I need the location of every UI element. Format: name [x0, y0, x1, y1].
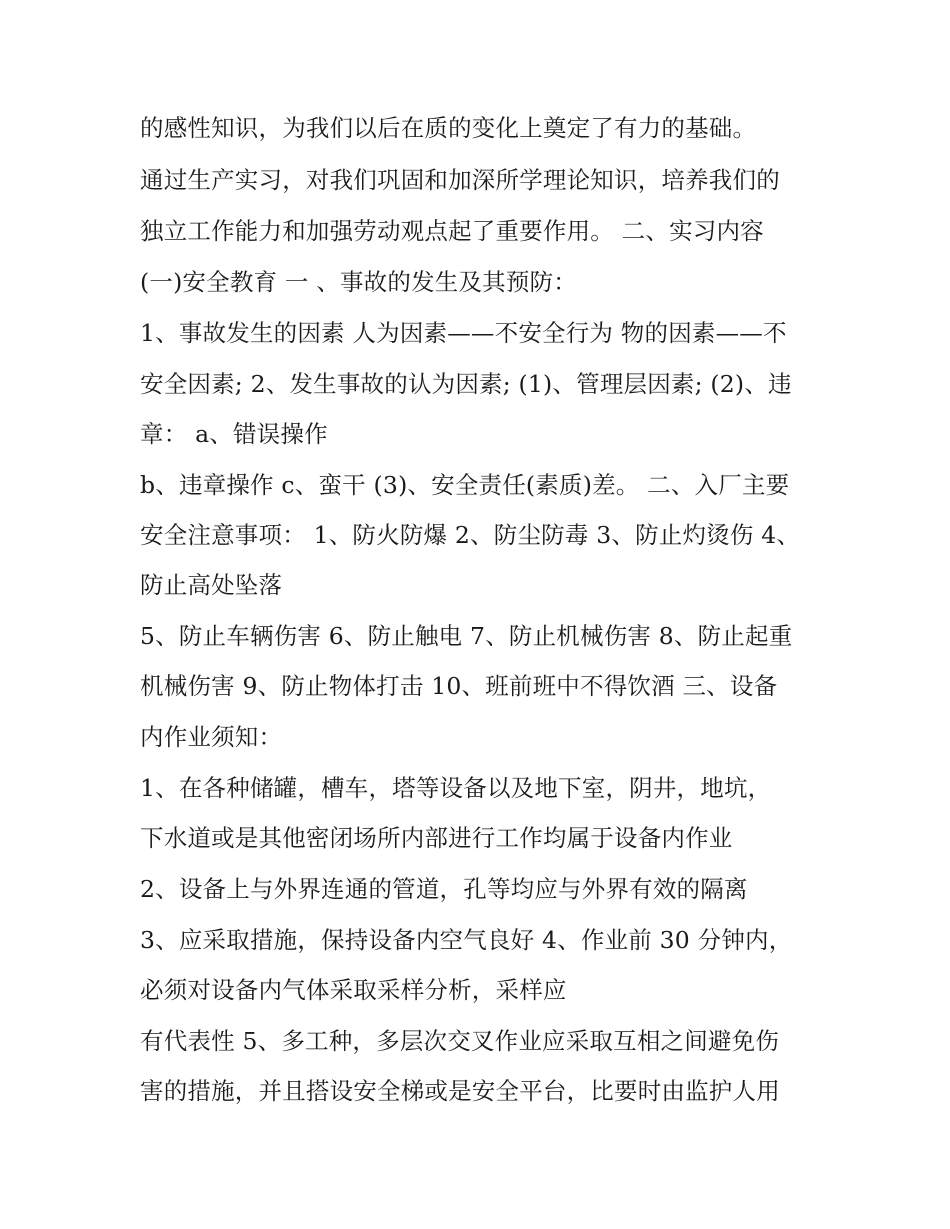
text-line: 防止高处坠落 [140, 571, 283, 599]
text-line: 机械伤害 9、防止物体打击 10、班前班中不得饮酒 三、设备 [140, 672, 778, 700]
text-line: 5、防止车辆伤害 6、防止触电 7、防止机械伤害 8、防止起重 [140, 622, 793, 650]
text-line: 有代表性 5、多工种，多层次交叉作业应采取互相之间避免伤 [140, 1027, 780, 1055]
text-line: 1、在各种储罐，槽车，塔等设备以及地下室，阴井，地坑， [140, 774, 772, 802]
text-line: b、违章操作 c、蛮干 (3)、安全责任(素质)差。 二、入厂主要 [140, 471, 790, 499]
text-line: 独立工作能力和加强劳动观点起了重要作用。 二、实习内容 [140, 217, 764, 245]
text-line: 3、应采取措施，保持设备内空气良好 4、作业前 30 分钟内， [140, 926, 793, 954]
text-line: (一)安全教育 一 、事故的发生及其预防： [140, 268, 577, 296]
text-line: 必须对设备内气体采取采样分析，采样应 [140, 976, 567, 1004]
text-line: 安全因素; 2、发生事故的认为因素; (1)、管理层因素; (2)、违 [140, 370, 792, 398]
text-line: 1、事故发生的因素 人为因素——不安全行为 物的因素——不 [140, 319, 787, 347]
text-line: 章： a、错误操作 [140, 420, 328, 448]
text-line: 的感性知识，为我们以后在质的变化上奠定了有力的基础。 [140, 114, 757, 142]
text-line: 通过生产实习，对我们巩固和加深所学理论知识，培养我们的 [140, 166, 780, 194]
text-line: 下水道或是其他密闭场所内部进行工作均属于设备内作业 [140, 824, 733, 852]
text-line: 安全注意事项： 1、防火防爆 2、防尘防毒 3、防止灼烫伤 4、 [140, 521, 801, 549]
text-line: 内作业须知： [140, 723, 283, 751]
text-line: 害的措施，并且搭设安全梯或是安全平台，比要时由监护人用 [140, 1077, 780, 1105]
text-line: 2、设备上与外界连通的管道，孔等均应与外界有效的隔离 [140, 875, 748, 903]
